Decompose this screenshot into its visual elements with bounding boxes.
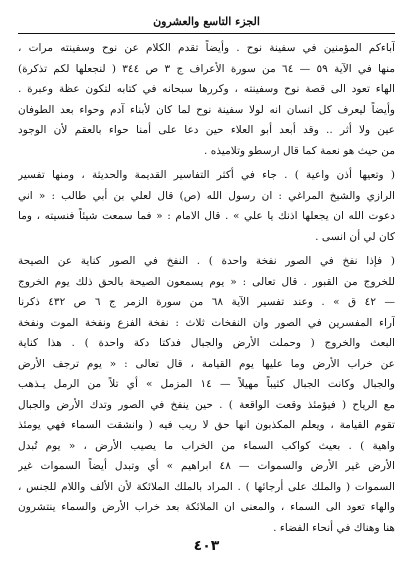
text-line: والهاء تعود الى السماء ، والمعنى ان الملائكة بعد خراب الأرض والسماء ينتشرون [18, 501, 395, 513]
header-rule [18, 33, 395, 34]
text-line: مع الرياح ( فيؤمئذ وقعت الواقعة ) . حين ينفخ في الصور وتدك الأرض والجبال [18, 398, 395, 411]
text-line: — ٤٢ ق » . وعند تفسير الآية ٦٨ من سورة الزمر ج ٦ ص ٤٣٢ ذكرنا [18, 296, 395, 308]
text-line: دعوت الله ان يجعلها اذنك يا علي » . قال الامام : « فما سمعت شيئاً فنسيته ، وما [18, 210, 395, 222]
body-text [18, 38, 395, 538]
paragraph [18, 38, 395, 161]
text-line: ( وتعيها أذن واعية ) . جاء في أكثر التفاسير القديمة والحديثة ، ومنها تفسير [18, 169, 395, 181]
text-line: من حيث هو نعمة كما قال ارسطو وتلاميذه . [204, 144, 395, 157]
text-line: وأيضاً ليعرف كل انسان انه لولا سفينة نوح لما كان لأبناء آدم وحواء بعد الطوفان [18, 103, 395, 116]
paragraph [18, 251, 395, 538]
page-number: ٤٠٣ [193, 538, 220, 554]
text-line: كان لي أن انسى . [315, 230, 395, 243]
text-line: آباءكم المؤمنين في سفينة نوح . وأيضاً تقدم الكلام عن نوح وسفينته مرات ، [18, 42, 395, 54]
text-line: الرازي والشيخ المراغي : ان رسول الله (ص) قال لعلي بن أبي طالب : « اني [18, 189, 395, 202]
text-line: آراء المفسرين في الصور وان النفخات ثلاث : نفخة الفزع ونفخة الموت ونفخة [18, 316, 395, 329]
running-header: الجزء التاسع والعشرون [153, 15, 260, 28]
text-line: للخروج من القبور . قال تعالى : « يوم يسمعون الصيحة بالحق ذلك يوم الخروج [18, 275, 395, 288]
text-line: البعث والخروج ( وحملت الأرض والجبال فدكتا دكة واحدة ) . هذا كناية [18, 337, 395, 349]
text-line: عن خراب الأرض وما عليها يوم القيامة ، قال تعالى : « يوم ترجف الأرض [18, 357, 395, 370]
text-line: هنا وهناك في أنحاء الفضاء . [273, 521, 395, 534]
text-line: عين ولا أثر .. وقد أبعد أبو العلاء حين دعا على أمنا حواء بالعقم لأن الوجود [18, 124, 395, 136]
text-line: واهية ) . بعيث كواكب السماء من الخراب ما يصيب الأرض ، « يوم تُبدل [18, 439, 395, 452]
text-line: تقوم القيامة ، ويعلم المكذبون انها حق لا ريب فيه ( وانشقت السماء فهي يومئذ [18, 419, 395, 431]
text-line: منها في الآية ٥٩ — ٦٤ من سورة الأعراف ج ٣ ص ٣٤٤ ( لنجعلها لكم تذكرة) [18, 62, 395, 75]
paragraph [18, 165, 395, 247]
text-line: الهاء تعود الى قصة نوح وسفينته ، وكررها سبحانه في كتابه لتكون عظة وعبرة . [18, 83, 395, 95]
text-line: والجبال وكانت الجبال كثيباً مهيلاً — ١٤ المزمل » أي تلاً من الرمل يـذهب [18, 378, 395, 390]
text-line: السموات ( والملك على أرجائها ) . المراد بالملك الملائكة لأن الألف واللام للجنس ، [18, 480, 395, 493]
text-line: ( فإذا نفخ في الصور نفخة واحدة ) . النفخ في الصور كناية عن الصيحة [18, 255, 395, 267]
text-line: الأرض غير الأرض والسموات — ٤٨ ابراهيم » أي وتبدل أيضاً السموات غير [18, 460, 395, 472]
